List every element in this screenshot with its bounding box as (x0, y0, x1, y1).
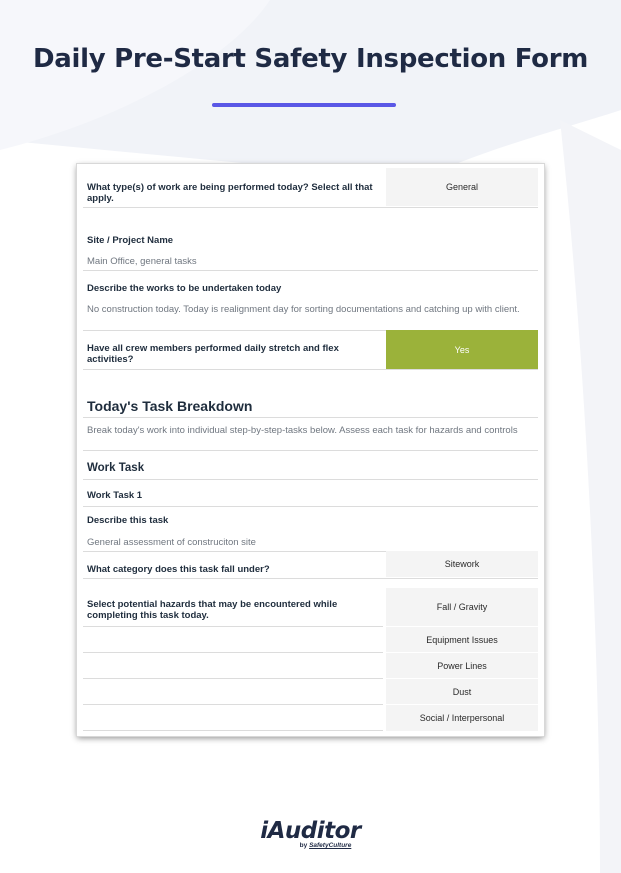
logo-brand: SafetyCulture (309, 842, 352, 849)
work-type-answer[interactable]: General (386, 168, 538, 206)
works-label: Describe the works to be undertaken today (87, 283, 282, 294)
divider (83, 730, 383, 731)
divider (83, 678, 383, 679)
category-answer[interactable]: Sitework (386, 551, 538, 577)
divider (83, 270, 538, 271)
logo-byline (0, 842, 621, 849)
work-task-title: Work Task 1 (87, 490, 143, 501)
page-title: Daily Pre-Start Safety Inspection Form (32, 44, 589, 74)
task-breakdown-description: Break today's work into individual step-by-step-tasks below. Assess each task for hazards and controls (87, 425, 518, 436)
stretch-question: Have all crew members performed daily stretch and flex activities? (87, 343, 339, 365)
stretch-answer-yes[interactable]: Yes (386, 330, 538, 369)
logo-by: by (299, 842, 308, 849)
divider (83, 626, 383, 627)
divider (83, 417, 538, 418)
hazards-question: Select potential hazards that may be encountered while completing this task today. (87, 599, 338, 621)
site-label: Site / Project Name (87, 235, 174, 246)
form-card (77, 164, 544, 736)
works-value[interactable]: No construction today. Today is realignment day for sorting documentations and catching up with client. (87, 304, 520, 315)
divider (83, 704, 383, 705)
title-underline (212, 103, 396, 107)
hazard-option[interactable]: Fall / Gravity (386, 588, 538, 626)
hazard-option[interactable]: Power Lines (386, 653, 538, 678)
category-row (83, 551, 538, 579)
divider (83, 479, 538, 480)
divider (83, 450, 538, 451)
site-value[interactable]: Main Office, general tasks (87, 256, 197, 267)
work-task-heading: Work Task (87, 462, 145, 474)
hazard-option[interactable]: Dust (386, 679, 538, 704)
describe-task-value[interactable]: General assessment of construciton site (87, 537, 256, 548)
logo-wordmark: iAuditor (260, 818, 361, 844)
describe-task-label: Describe this task (87, 515, 169, 526)
task-breakdown-heading: Today's Task Breakdown (87, 398, 253, 414)
stretch-row (83, 330, 538, 370)
divider (83, 506, 538, 507)
hazard-option[interactable]: Social / Interpersonal (386, 705, 538, 731)
divider (83, 652, 383, 653)
hazard-option[interactable]: Equipment Issues (386, 627, 538, 652)
iauditor-logo (0, 818, 621, 849)
work-type-question: What type(s) of work are being performed today? Select all that apply. (87, 182, 373, 204)
work-type-row (83, 168, 538, 208)
category-question: What category does this task fall under? (87, 564, 270, 575)
